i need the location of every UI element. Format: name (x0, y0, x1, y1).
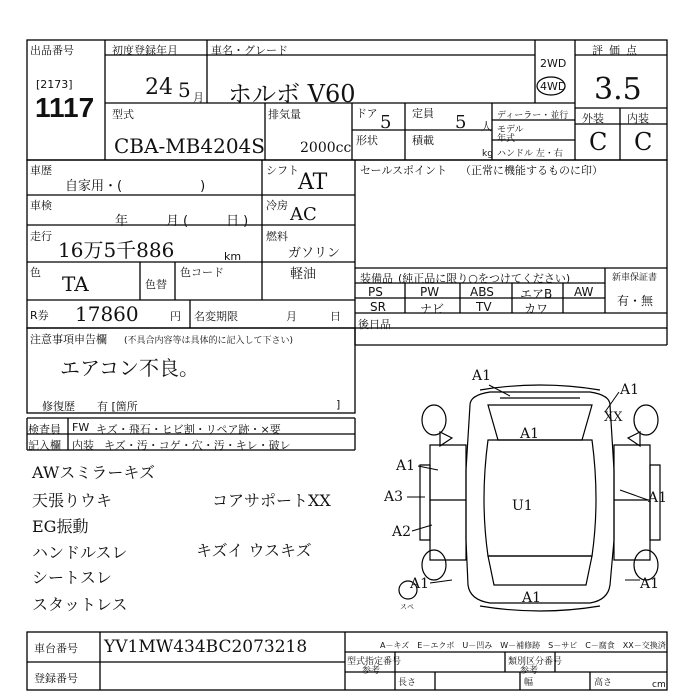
mark-rear-right: A1 (640, 576, 660, 592)
sales-point-label: セールスポイント (360, 164, 448, 177)
car-name-label: 車名・グレード (211, 44, 288, 57)
width-label: 幅 (524, 678, 534, 688)
chassis-value: YV1MW434BC2073218 (104, 637, 308, 657)
equip-aw: AW (574, 285, 594, 299)
model-code: CBA-MB4204S (114, 134, 265, 158)
mark-roof: U1 (512, 498, 533, 514)
reg-month: 5 (178, 78, 191, 102)
interior-check-label: 内装 (72, 439, 94, 452)
interior-check-items: キズ・汚・コゲ・穴・汚・キレ・破レ (104, 439, 291, 452)
door-label: ドア (356, 107, 378, 120)
person-unit: 人 (481, 120, 492, 133)
mark-hood: A1 (520, 426, 540, 442)
notes-content: エアコン不良。 (60, 356, 199, 380)
interior-label: 内装 (627, 112, 649, 125)
mark-front-right: A1 (620, 382, 640, 398)
remark-1: AWスミラーキズ (32, 463, 156, 482)
interior-grade: C (634, 128, 653, 156)
model-type-label: モデル (497, 125, 524, 135)
mark-left-door: A3 (384, 489, 404, 505)
handle-label: ハンドル 左・右 (497, 149, 563, 159)
fw-label: FW (72, 421, 90, 434)
load-label: 積載 (412, 134, 434, 147)
score-value: 3.5 (594, 72, 642, 107)
equip-navi: ナビ (420, 302, 445, 316)
mark-rear-left: A1 (410, 576, 430, 592)
color-no-label: 色替 (145, 278, 167, 291)
inspector-label-2: 記入欄 (28, 439, 61, 452)
name-limit-label: 名変期限 (194, 310, 238, 323)
first-reg-label: 初度登録年月 (112, 44, 178, 57)
exterior-grade: C (589, 128, 608, 156)
displacement-label: 排気量 (268, 108, 301, 121)
color-value: TA (62, 272, 89, 296)
displacement-value: 2000cc (300, 140, 352, 156)
type-label: 型式指定番号 (347, 657, 402, 667)
shift-label: シフト (266, 164, 299, 177)
exterior-label: 外装 (582, 112, 604, 125)
mileage-label: 走行 (30, 230, 52, 243)
remark-core-support: コアサポートXX (212, 491, 331, 510)
dealer-label: ディーラー・並行 (497, 111, 569, 121)
equip-pw: PW (420, 285, 440, 299)
fuel-diesel: 軽油 (290, 267, 317, 282)
class-label: 類別区分番号 (508, 657, 563, 667)
recycle-value: 17860 (75, 302, 139, 326)
history-value: 自家用・( ) (65, 179, 206, 194)
lot-label: 出品番号 (30, 44, 74, 57)
repair-close: ] (336, 398, 341, 411)
mark-front: A1 (472, 368, 492, 384)
score-label: 評価点 (592, 44, 643, 57)
mark-left-rear: A2 (392, 524, 412, 540)
notes-title: 注意事項申告欄 (30, 333, 107, 346)
warranty-value: 有・無 (617, 294, 654, 308)
notes-subtitle: (不具合内容等は具体的に記入して下さい) (124, 336, 294, 346)
equip-sr: SR (370, 300, 386, 314)
capacity-label: 定員 (412, 107, 434, 120)
mark-left-front: A1 (396, 458, 416, 474)
year-label: 年式 (497, 134, 516, 144)
remark-3: EG振動 (32, 517, 89, 536)
name-limit-day: 日 (330, 310, 341, 323)
equipment-note: (純正品に限り○をつけてください) (398, 272, 571, 285)
capacity-value: 5 (455, 112, 467, 133)
name-limit-month: 月 (286, 310, 297, 323)
drive-2wd: 2WD (540, 57, 567, 70)
lot-code: [2173] (36, 78, 73, 91)
mileage-value: 16万5千886 (58, 238, 175, 262)
reg-no-label: 登録番号 (34, 672, 78, 685)
repair-label: 修復歴 有 [箇所 (42, 400, 138, 413)
yen-unit: 円 (170, 310, 181, 323)
equip-leather: カワ (524, 302, 549, 316)
spare-label: スペ (400, 603, 414, 611)
remark-2: 天張りウキ (32, 491, 113, 510)
kg-unit: kg (482, 149, 493, 159)
equip-ps: PS (368, 285, 383, 299)
warranty-label: 新車保証書 (612, 273, 658, 283)
equip-abs: ABS (470, 285, 494, 299)
ac-label: 冷房 (266, 199, 288, 212)
mark-xx: XX (604, 410, 623, 425)
sales-point-note: （正常に機能するものに印） (460, 164, 603, 177)
model-label: 型式 (112, 108, 134, 121)
reg-month-unit: 月 (193, 91, 204, 104)
length-label: 長さ (398, 678, 417, 688)
remark-6: スタットレス (32, 595, 128, 614)
remark-scratch: キズイ ウスキズ (196, 541, 312, 560)
lot-number: 1117 (35, 92, 95, 123)
chassis-label: 車台番号 (34, 642, 78, 655)
class-sub: 参考 (520, 666, 539, 676)
cm-unit: cm (652, 680, 666, 690)
reg-year: 24 (145, 75, 173, 100)
mark-right-door: A1 (648, 490, 668, 506)
inspection-label: 車検 (30, 199, 52, 212)
fw-items: キズ・飛石・ヒビ割・リペア跡・×要 (96, 423, 281, 436)
remark-5: シートスレ (32, 568, 112, 587)
inspector-label-1: 検査員 (28, 423, 61, 436)
shift-value: AT (298, 170, 328, 195)
car-name: ホルボ V60 (228, 80, 356, 108)
extra-label: 後日品 (358, 318, 391, 331)
shape-label: 形状 (356, 134, 378, 147)
height-label: 高さ (594, 678, 613, 688)
equipment-label: 装備品 (360, 272, 393, 285)
inspection-value: 年 月( 日) (115, 214, 253, 229)
color-label: 色 (30, 266, 41, 279)
drive-4wd: 4WD (540, 80, 567, 93)
mark-rear: A1 (522, 590, 542, 606)
history-label: 車歴 (30, 164, 52, 177)
legend: A－キズ E－エクボ U－凹み W－補修跡 S－サビ C－腐食 XX－交換済 (380, 641, 666, 650)
fuel-label: 燃料 (266, 230, 288, 243)
equip-airbag: エアB (520, 287, 553, 301)
color-code-label: 色コード (180, 266, 224, 279)
fuel-gas: ガソリン (288, 246, 341, 261)
km-unit: km (224, 250, 242, 263)
equip-tv: TV (476, 300, 492, 314)
doors-value: 5 (380, 112, 392, 133)
recycle-label: R券 (30, 309, 49, 322)
ac-value: AC (290, 204, 317, 225)
remark-4: ハンドルスレ (32, 543, 128, 562)
type-sub: 参考 (362, 666, 381, 676)
